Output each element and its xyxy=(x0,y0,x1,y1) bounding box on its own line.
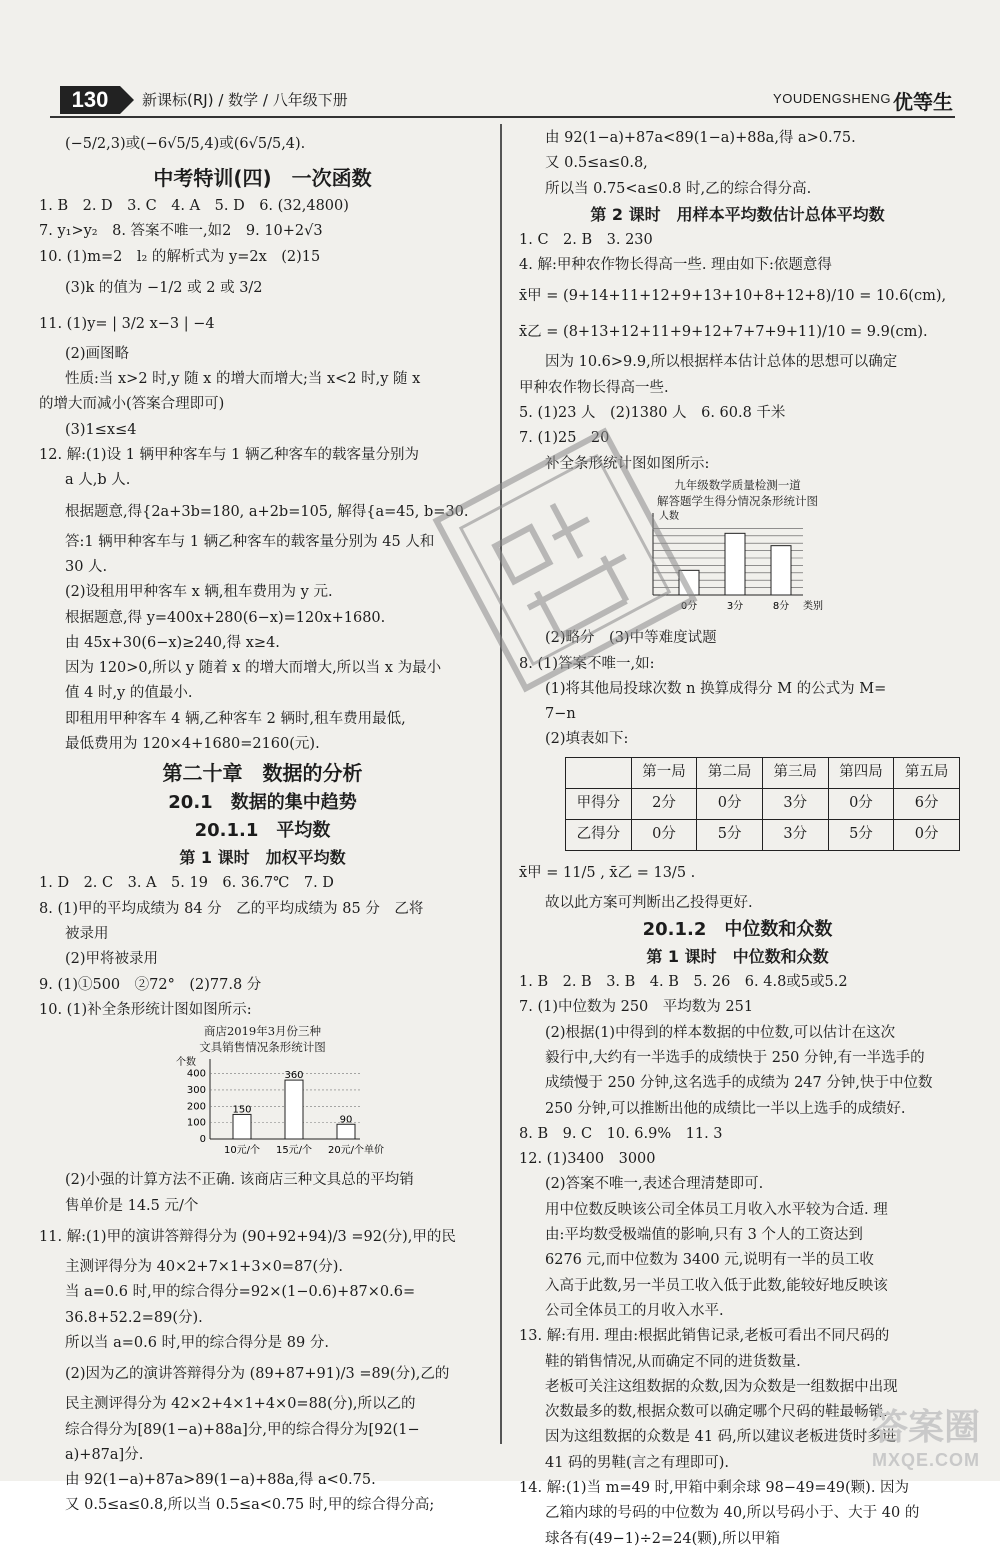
answer-line: 毅行中,大约有一半选手的成绩快于 250 分钟,有一半选手的 xyxy=(545,1049,925,1066)
answer-line: 鞋的销售情况,从而确定不同的进货数量. xyxy=(545,1353,801,1370)
table-cell: 0分 xyxy=(828,788,894,819)
column-divider xyxy=(500,124,502,1444)
x-tick-label: 15元/个 xyxy=(275,1145,313,1157)
answer-line: 1. C 2. B 3. 230 xyxy=(519,231,653,248)
answer-line: 5. (1)23 人 (2)1380 人 6. 60.8 千米 xyxy=(519,405,786,422)
y-tick-label: 100 xyxy=(186,1117,206,1129)
bar xyxy=(679,570,699,595)
bar xyxy=(233,1115,251,1140)
lesson-heading: 第 1 课时 加权平均数 xyxy=(179,848,346,868)
answer-line: 30 人. xyxy=(65,558,108,575)
answer-line: 根据题意,得 y=400x+280(6−x)=120x+1680. xyxy=(65,609,386,626)
answer-line: 售单价是 14.5 元/个 xyxy=(65,1197,199,1214)
bar xyxy=(337,1124,355,1139)
answer-line: 7. (1)25 20 xyxy=(519,430,610,447)
x-axis-label: 单价 xyxy=(364,1145,384,1157)
table-cell xyxy=(566,757,632,788)
answer-line: 被录用 xyxy=(65,925,109,942)
table-cell: 第五局 xyxy=(894,757,960,788)
answer-line: 综合得分为[89(1−a)+88a]分,甲的综合得分为[92(1− xyxy=(65,1421,420,1438)
x-tick-label: 3分 xyxy=(726,600,744,612)
subsection-heading: 20.1.1 平均数 xyxy=(194,820,331,842)
y-tick-label: 200 xyxy=(186,1101,206,1113)
answer-line: 民主测评得分为 42×2+4×1+4×0=88(分),所以乙的 xyxy=(65,1396,416,1413)
answer-line: 1. B 2. D 3. C 4. A 5. D 6. (32,4800) xyxy=(39,198,349,214)
answer-line: (2)填表如下: xyxy=(545,731,629,748)
answer-line: (−5/2,3)或(−6√5/5,4)或(6√5/5,4). xyxy=(65,136,306,152)
x-tick-label: 10元/个 xyxy=(223,1145,261,1157)
y-axis-label: 人数 xyxy=(659,510,679,522)
answer-line: 当 a=0.6 时,甲的综合得分=92×(1−0.6)+87×0.6= xyxy=(65,1284,416,1301)
answer-line: 所以当 0.75<a≤0.8 时,乙的综合得分高. xyxy=(545,180,812,197)
answer-line: x̄甲 = 11/5 , x̄乙 = 13/5 . xyxy=(519,864,696,881)
answer-line: 成绩慢于 250 分钟,这名选手的成绩为 247 分钟,快于中位数 xyxy=(545,1075,933,1092)
answer-line: a 人,b 人. xyxy=(65,472,131,489)
answer-line: 4. 解:甲种农作物长得高一些. 理由如下:依题意得 xyxy=(519,257,832,274)
answer-line: 因为 120>0,所以 y 随着 x 的增大而增大,所以当 x 为最小 xyxy=(65,660,442,677)
answer-line: 值 4 时,y 的值最小. xyxy=(65,685,193,702)
answer-line: 由 45x+30(6−x)≥240,得 x≥4. xyxy=(65,634,280,651)
left-column xyxy=(35,126,490,1519)
answer-line: 补全条形统计图如图所示: xyxy=(545,455,710,472)
right-column xyxy=(515,126,960,1552)
chart-title: 文具销售情况条形统计图 xyxy=(199,1040,326,1055)
answer-line: 8. B 9. C 10. 6.9% 11. 3 xyxy=(519,1125,723,1142)
y-tick-label: 0 xyxy=(199,1134,206,1146)
sales-bar-chart xyxy=(35,1055,490,1159)
chart-title: 商店2019年3月份三种 xyxy=(203,1024,322,1039)
table-cell: 5分 xyxy=(697,819,763,850)
table-cell: 3分 xyxy=(762,819,828,850)
answer-line: 6276 元,而中位数为 3400 元,说明有一半的员工收 xyxy=(545,1252,874,1269)
data-label: 360 xyxy=(284,1070,304,1082)
table-cell: 3分 xyxy=(762,788,828,819)
answer-line: 11. (1)y= | 3/2 x−3 | −4 xyxy=(39,315,215,332)
table-row xyxy=(566,788,960,819)
answer-line: 由:平均数受极端值的影响,只有 3 个人的工资达到 xyxy=(545,1227,863,1244)
section-heading: 中考特训(四) 一次函数 xyxy=(153,166,372,190)
answer-line: 9. (1)①500 ②72° (2)77.8 分 xyxy=(39,976,262,993)
bar xyxy=(285,1080,303,1139)
score-table xyxy=(565,757,960,851)
answer-line: 用中位数反映该公司全体员工月收入水平较为合适. 理 xyxy=(545,1201,888,1218)
answer-line: 由 92(1−a)+87a>89(1−a)+88a,得 a<0.75. xyxy=(65,1472,376,1489)
chapter-heading: 第二十章 数据的分析 xyxy=(162,761,363,786)
answer-line: 因为这组数据的众数是 41 码,所以建议老板进货时多进 xyxy=(545,1429,897,1446)
answer-line: 又 0.5≤a≤0.8,所以当 0.5≤a<0.75 时,甲的综合得分高; xyxy=(65,1497,435,1514)
answer-line: 12. 解:(1)设 1 辆甲种客车与 1 辆乙种客车的载客量分别为 xyxy=(39,447,419,464)
brand-logo-text: 优等生 xyxy=(893,90,953,114)
answer-line: (2)设租用甲种客车 x 辆,租车费用为 y 元. xyxy=(65,584,333,601)
table-cell: 第四局 xyxy=(828,757,894,788)
chart-title: 九年级数学质量检测一道 xyxy=(674,477,801,492)
score-bar-chart xyxy=(515,509,960,617)
answer-line: 球各有(49−1)÷2=24(颗),所以甲箱 xyxy=(545,1530,781,1547)
lesson-heading: 第 1 课时 中位数和众数 xyxy=(646,947,829,967)
answer-line: 14. 解:(1)当 m=49 时,甲箱中剩余球 98−49=49(颗). 因为 xyxy=(519,1479,910,1496)
table-header-row xyxy=(566,757,960,788)
answer-line: 答:1 辆甲种客车与 1 辆乙种客车的载客量分别为 45 人和 xyxy=(65,533,435,550)
answer-line: 10. (1)m=2 l₂ 的解析式为 y=2x (2)15 xyxy=(39,248,321,265)
answer-line: 公司全体员工的月收入水平. xyxy=(545,1302,724,1319)
answer-line: 8. (1)答案不唯一,如: xyxy=(519,655,655,672)
answer-line: 故以此方案可判断出乙投得更好. xyxy=(545,894,753,911)
answer-line: (2)略分 (3)中等难度试题 xyxy=(545,630,717,647)
answer-line: 8. (1)甲的平均成绩为 84 分 乙的平均成绩为 85 分 乙将 xyxy=(39,900,424,917)
chart-title: 解答题学生得分情况条形统计图 xyxy=(657,493,818,508)
answer-line: 入高于此数,另一半员工收入低于此数,能较好地反映该 xyxy=(545,1277,888,1294)
watermark-url: MXQE.COM xyxy=(871,1450,980,1470)
answer-line: 根据题意,得{2a+3b=180, a+2b=105, 解得{a=45, b=30. xyxy=(65,503,469,520)
answer-line: 12. (1)3400 3000 xyxy=(519,1151,656,1168)
table-cell: 0分 xyxy=(894,819,960,850)
table-cell: 第二局 xyxy=(697,757,763,788)
answer-line: 11. 解:(1)甲的演讲答辩得分为 (90+92+94)/3 =92(分),甲的民 xyxy=(39,1229,456,1246)
table-cell: 2分 xyxy=(631,788,697,819)
y-axis-label: 个数 xyxy=(176,1057,196,1069)
answer-line: (2)因为乙的演讲答辩得分为 (89+87+91)/3 =89(分),乙的 xyxy=(65,1366,450,1383)
answer-line: 41 码的男鞋(言之有理即可). xyxy=(545,1454,729,1471)
table-cell: 第三局 xyxy=(762,757,828,788)
answer-line: 13. 解:有用. 理由:根据此销售记录,老板可看出不同尺码的 xyxy=(519,1328,890,1345)
section-heading: 20.1 数据的集中趋势 xyxy=(168,792,357,814)
table-cell: 第一局 xyxy=(631,757,697,788)
answer-line: (1)将其他局投球次数 n 换算成得分 M 的公式为 M= xyxy=(545,680,887,697)
answer-line: 主测评得分为 40×2+7×1+3×0=87(分). xyxy=(65,1259,343,1276)
answer-line: (2)画图略 xyxy=(65,345,130,362)
bar xyxy=(725,533,745,595)
answer-line: 又 0.5≤a≤0.8, xyxy=(545,155,648,172)
answer-line: 性质:当 x>2 时,y 随 x 的增大而增大;当 x<2 时,y 随 x xyxy=(65,371,421,388)
answer-line: 因为 10.6>9.9,所以根据样本估计总体的思想可以确定 xyxy=(545,354,898,371)
answer-line: 次数最多的数,根据众数可以确定哪个尺码的鞋最畅销. xyxy=(545,1404,888,1421)
answer-line: 10. (1)补全条形统计图如图所示: xyxy=(39,1001,252,1018)
answer-line: 的增大而减小(答案合理即可) xyxy=(39,396,225,413)
answer-line: 老板可关注这组数据的众数,因为众数是一组数据中出现 xyxy=(545,1378,898,1395)
answer-line: (2)甲将被录用 xyxy=(65,951,159,968)
answer-line: 所以当 a=0.6 时,甲的综合得分是 89 分. xyxy=(65,1334,329,1351)
table-cell: 乙得分 xyxy=(566,819,632,850)
answer-line: 250 分钟,可以推断出他的成绩比一半以上选手的成绩好. xyxy=(545,1100,906,1117)
answer-line: 乙箱内球的号码的中位数为 40,所以号码小于、大于 40 的 xyxy=(545,1505,920,1522)
table-cell: 5分 xyxy=(828,819,894,850)
answer-line: x̄乙 = (8+13+12+11+9+12+7+7+9+11)/10 = 9.9(cm). xyxy=(519,324,928,341)
breadcrumb: 新课标(RJ) / 数学 / 八年级下册 xyxy=(142,91,348,109)
answer-line: (2)根据(1)中得到的样本数据的中位数,可以估计在这次 xyxy=(545,1024,896,1041)
answer-line: 36.8+52.2=89(分). xyxy=(65,1309,203,1326)
x-tick-label: 8分 xyxy=(772,600,790,612)
x-axis-label: 类别 xyxy=(803,600,823,612)
answer-line: 7. (1)中位数为 250 平均数为 251 xyxy=(519,999,754,1016)
watermark-text: 答案圈 xyxy=(871,1407,980,1448)
answer-line: (2)小强的计算方法不正确. 该商店三种文具总的平均销 xyxy=(65,1172,414,1189)
answer-line: (3)k 的值为 −1/2 或 2 或 3/2 xyxy=(65,279,263,296)
table-cell: 0分 xyxy=(697,788,763,819)
answer-line: (3)1≤x≤4 xyxy=(65,421,137,438)
x-tick-label: 0分 xyxy=(680,600,698,612)
lesson-heading: 第 2 课时 用样本平均数估计总体平均数 xyxy=(590,204,885,224)
brand-latin: YOUDENGSHENG xyxy=(773,91,891,106)
answer-line: a)+87a]分. xyxy=(65,1446,144,1463)
bar xyxy=(771,546,791,595)
answer-line: 最低费用为 120×4+1680=2160(元). xyxy=(65,736,320,753)
y-tick-label: 300 xyxy=(186,1085,206,1097)
page-number: 130 xyxy=(60,86,120,114)
answer-line: 由 92(1−a)+87a<89(1−a)+88a,得 a>0.75. xyxy=(545,130,856,146)
answer-line: 即租用甲种客车 4 辆,乙种客车 2 辆时,租车费用最低, xyxy=(65,710,406,727)
data-label: 90 xyxy=(339,1114,353,1126)
answer-line: 甲种农作物长得高一些. xyxy=(519,379,669,396)
answer-line: 7. y₁>y₂ 8. 答案不唯一,如2 9. 10+2√3 xyxy=(39,223,323,240)
table-cell: 甲得分 xyxy=(566,788,632,819)
table-cell: 0分 xyxy=(631,819,697,850)
data-label: 150 xyxy=(232,1104,252,1116)
answer-line: x̄甲 = (9+14+11+12+9+13+10+8+12+8)/10 = 10.6(cm), xyxy=(519,288,947,305)
table-cell: 6分 xyxy=(894,788,960,819)
answer-line: 7−n xyxy=(545,706,576,723)
subsection-heading: 20.1.2 中位数和众数 xyxy=(642,919,833,941)
answer-line: (2)答案不唯一,表述合理清楚即可. xyxy=(545,1176,764,1193)
answer-line: 1. B 2. B 3. B 4. B 5. 26 6. 4.8或5或5.2 xyxy=(519,974,848,991)
y-tick-label: 400 xyxy=(186,1068,206,1080)
page-header xyxy=(50,80,955,118)
table-row xyxy=(566,819,960,850)
answer-line: 1. D 2. C 3. A 5. 19 6. 36.7℃ 7. D xyxy=(39,875,334,892)
x-tick-label: 20元/个 xyxy=(327,1145,365,1157)
